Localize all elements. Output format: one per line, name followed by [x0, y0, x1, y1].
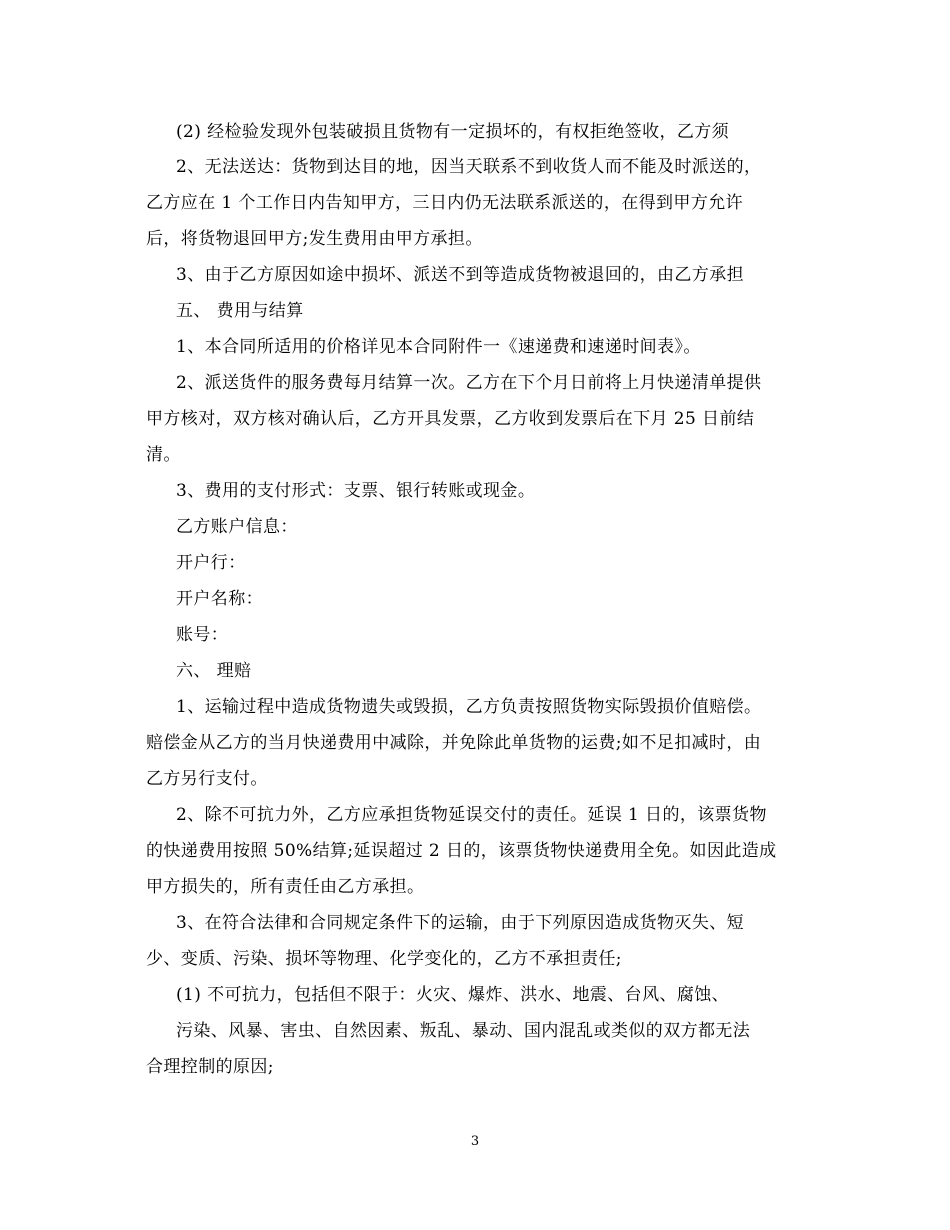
text-line: 乙方应在 1 个工作日内告知甲方，三日内仍无法联系派送的，在得到甲方允许 [146, 193, 744, 213]
text-line: 3、在符合法律和合同规定条件下的运输，由于下列原因造成货物灭失、短 [176, 913, 745, 933]
text-line: 乙方另行支付。 [146, 769, 268, 789]
page-number: 3 [470, 1134, 480, 1149]
text-line: 乙方账户信息： [176, 517, 298, 537]
text-line: (2) 经检验发现外包装破损且货物有一定损坏的，有权拒绝签收，乙方须 [176, 122, 730, 142]
text-line: 合理控制的原因; [146, 1057, 274, 1077]
text-line: 1、本合同所适用的价格详见本合同附件一《速递费和速递时间表》。 [176, 337, 701, 357]
text-line: 3、费用的支付形式：支票、银行转账或现金。 [176, 481, 536, 501]
text-line: 少、变质、污染、损坏等物理、化学变化的，乙方不承担责任; [146, 949, 622, 969]
text-line: 2、除不可抗力外，乙方应承担货物延误交付的责任。延误 1 日的，该票货物 [176, 805, 767, 825]
text-line: (1) 不可抗力，包括但不限于：火灾、爆炸、洪水、地震、台风、腐蚀、 [176, 985, 730, 1005]
text-line: 1、运输过程中造成货物遗失或毁损，乙方负责按照货物实际毁损价值赔偿。 [176, 697, 762, 717]
text-line: 甲方损失的，所有责任由乙方承担。 [146, 877, 425, 897]
text-line: 甲方核对，双方核对确认后，乙方开具发票，乙方收到发票后在下月 25 日前结 [146, 409, 755, 429]
text-line: 清。 [146, 445, 181, 465]
text-line: 账号： [176, 625, 229, 645]
text-line: 的快递费用按照 50%结算;延误超过 2 日的，该票货物快递费用全免。如因此造成 [146, 841, 777, 861]
section-heading: 五、 费用与结算 [176, 301, 304, 321]
text-line: 后，将货物退回甲方;发生费用由甲方承担。 [146, 229, 483, 249]
text-line: 开户行： [176, 553, 246, 573]
text-line: 2、派送货件的服务费每月结算一次。乙方在下个月日前将上月快递清单提供 [176, 373, 762, 393]
section-heading: 六、 理赔 [176, 661, 252, 681]
text-line: 2、无法送达：货物到达目的地，因当天联系不到收货人而不能及时派送的， [176, 157, 762, 177]
text-line: 污染、风暴、害虫、自然因素、叛乱、暴动、国内混乱或类似的双方都无法 [176, 1021, 751, 1041]
text-line: 3、由于乙方原因如途中损坏、派送不到等造成货物被退回的，由乙方承担 [176, 265, 745, 285]
text-line: 开户名称： [176, 589, 263, 609]
text-line: 赔偿金从乙方的当月快递费用中减除，并免除此单货物的运费;如不足扣减时，由 [146, 733, 762, 753]
